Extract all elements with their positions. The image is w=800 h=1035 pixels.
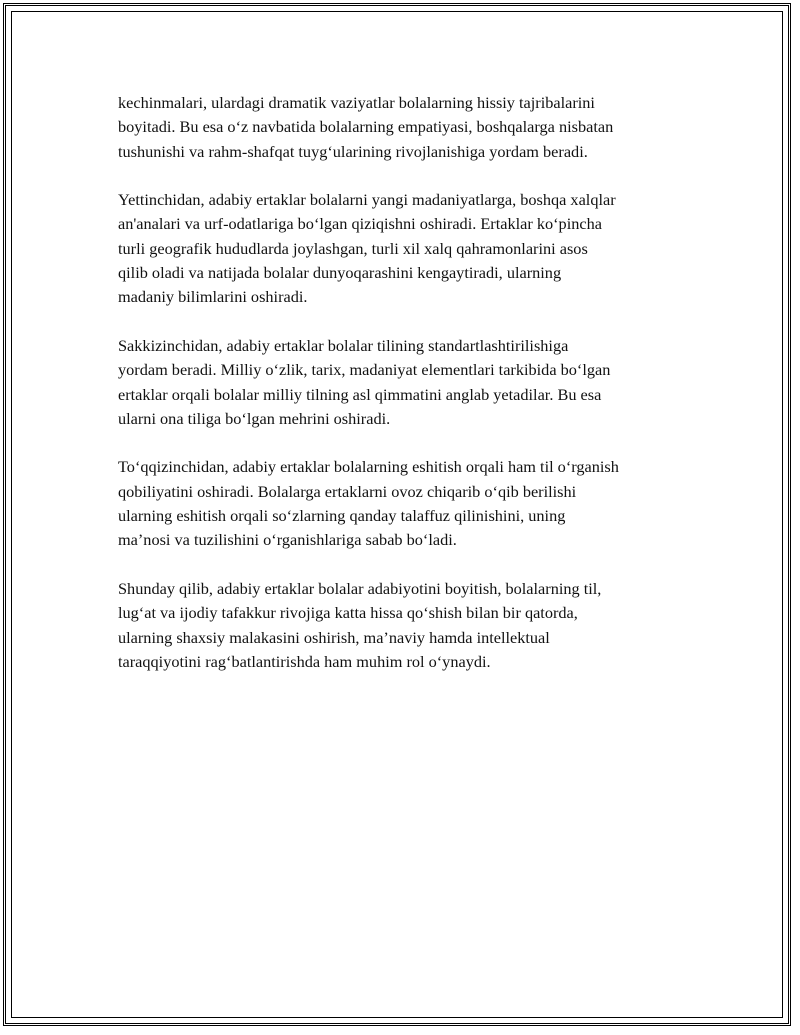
paragraph-ninth: To‘qqizinchidan, adabiy ertaklar bolalarning eshitish orqali ham til o‘rganish qobiliyatini oshiradi. Bolalarga ertaklarni ovoz chiqarib o‘qib berilishi ularning eshitish orqali so‘zlarning qanday talaffuz qilinishini, uning ma’nosi va tuzilishini o‘rganishlariga sabab bo‘ladi. <box>118 457 619 550</box>
paragraph-conclusion: Shunday qilib, adabiy ertaklar bolalar adabiyotini boyitish, bolalarning til, lug‘at va ijodiy tafakkur rivojiga katta hissa qo‘shish bilan bir qatorda, ularning shaxsiy malakasini oshirish, ma’naviy hamda intellektual taraqqiyotini rag‘batlantirishda ham muhim rol o‘ynaydi. <box>118 578 602 671</box>
paragraph-continuation: kechinmalari, ulardagi dramatik vaziyatlar bolalarning hissiy tajribalarini boyitadi. Bu esa o‘z navbatida bolalarning empatiyasi, boshqalarga nisbatan tushunishi va rahm-shafqat tuyg‘ularining rivojlanishiga yordam beradi. <box>118 93 614 161</box>
paragraph-eighth: Sakkizinchidan, adabiy ertaklar bolalar tilining standartlashtirilishiga yordam beradi. Milliy o‘zlik, tarix, madaniyat elementlari tarkibida bo‘lgan ertaklar orqali bolalar milliy tilning asl qimmatini anglab yetadilar. Bu esa ularni ona tiliga bo‘lgan mehrini oshiradi. <box>118 335 611 428</box>
paragraph-seventh: Yettinchidan, adabiy ertaklar bolalarni yangi madaniyatlarga, boshqa xalqlar an'analari va urf-odatlariga bo‘lgan qiziqishni oshiradi. Ertaklar ko‘pincha turli geografik hududlarda joylashgan, turli xil xalq qahramonlarini asos qilib oladi va natijada bolalar dunyoqarashini kengaytiradi, ularning madaniy bilimlarini oshiradi. <box>118 190 616 307</box>
document-body <box>118 91 698 698</box>
